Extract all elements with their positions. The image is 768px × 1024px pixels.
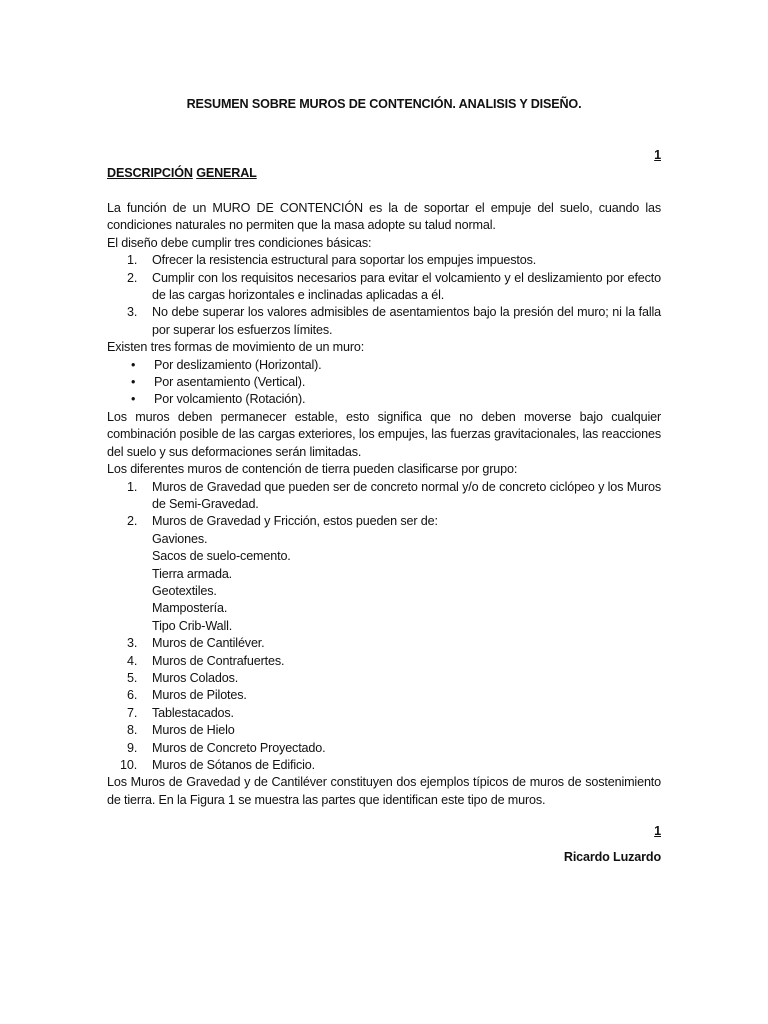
page-number-bottom: 1: [654, 824, 661, 839]
list-item: [107, 270, 661, 305]
list-marker: 5.: [127, 670, 138, 685]
document-body: [107, 94, 661, 867]
bullet-icon: •: [131, 392, 136, 407]
document-title: RESUMEN SOBRE MUROS DE CONTENCIÓN. ANALISIS Y DISEÑO.: [186, 97, 582, 111]
list-item: [107, 705, 661, 722]
movements-list: [107, 357, 661, 409]
list-marker: 8.: [127, 723, 138, 738]
conditions-list: [107, 252, 661, 339]
list-item: [107, 670, 661, 687]
heading-word-description: DESCRIPCIÓN: [107, 166, 193, 180]
list-marker: 6.: [127, 688, 138, 703]
list-item: [107, 513, 661, 530]
sub-list-item: Gaviones.: [152, 531, 208, 546]
list-item-text: Ofrecer la resistencia estructural para soportar los empujes impuestos.: [152, 253, 537, 268]
list-marker: 1.: [127, 479, 138, 494]
design-intro: El diseño debe cumplir tres condiciones básicas:: [107, 235, 372, 250]
classification-intro: Los diferentes muros de contención de tierra pueden clasificarse por grupo:: [107, 462, 518, 477]
list-marker: 9.: [127, 740, 138, 755]
list-item: [107, 687, 661, 704]
list-item-text: Muros de Gravedad y Fricción, estos pueden ser de:: [152, 514, 438, 529]
stability-paragraph: Los muros deben permanecer estable, esto significa que no deben moverse bajo cualquier combinación posible de las cargas exteriores, los empujes, las fuerzas gravitacionales, las reacciones del suelo y sus deformaciones serán limitadas.: [107, 409, 661, 459]
list-item-text: Tablestacados.: [152, 705, 234, 720]
list-item: [107, 252, 661, 269]
list-item: [107, 357, 661, 374]
list-item: [107, 757, 661, 774]
list-item-text: Por volcamiento (Rotación).: [154, 392, 306, 407]
list-marker: 4.: [127, 653, 138, 668]
list-item: [107, 635, 661, 652]
bullet-icon: •: [131, 375, 136, 390]
section-heading: [107, 165, 661, 184]
sub-list-item: Tierra armada.: [152, 566, 233, 581]
list-marker: 10.: [120, 758, 138, 772]
list-marker: 7.: [127, 705, 138, 720]
sub-list-item: Geotextiles.: [152, 583, 217, 598]
list-item: [107, 653, 661, 670]
heading-word-general: GENERAL: [196, 166, 257, 180]
list-item-text: Muros de Sótanos de Edificio.: [152, 758, 315, 772]
sub-list-item: Tipo Crib-Wall.: [152, 618, 233, 633]
list-item-text: Muros de Hielo: [152, 723, 235, 738]
list-item-text: Muros de Pilotes.: [152, 688, 247, 703]
list-item-text: Muros Colados.: [152, 670, 239, 685]
sub-list-item: Mampostería.: [152, 601, 228, 616]
list-item-text: Muros de Cantiléver.: [152, 636, 265, 651]
spacer: [107, 184, 661, 200]
list-item: [107, 304, 661, 339]
list-item-text: Por asentamiento (Vertical).: [154, 375, 306, 390]
list-item: [107, 722, 661, 739]
list-marker: 3.: [127, 636, 138, 651]
author-name: Ricardo Luzardo: [563, 850, 661, 865]
list-item: [107, 374, 661, 391]
list-item-text: Muros de Contrafuertes.: [152, 653, 285, 668]
list-item-text: Por deslizamiento (Horizontal).: [154, 357, 322, 372]
bullet-icon: •: [131, 357, 136, 372]
sub-list-item: Sacos de suelo-cemento.: [152, 549, 291, 564]
intro-paragraph: La función de un MURO DE CONTENCIÓN es la de soportar el empuje del suelo, cuando las condiciones naturales no permiten que la masa adopte su talud normal.: [107, 201, 661, 233]
list-item: [107, 740, 661, 757]
wall-types-list: [107, 479, 661, 775]
list-item-text: No debe superar los valores admisibles de asentamientos bajo la presión del muro; ni la falla por superar los esfuerzos límites.: [152, 305, 661, 337]
list-marker: 2.: [127, 514, 138, 529]
list-marker: 3.: [127, 305, 138, 320]
list-marker: 2.: [127, 270, 138, 285]
closing-paragraph: Los Muros de Gravedad y de Cantiléver constituyen dos ejemplos típicos de muros de sostenimiento de tierra. En la Figura 1 se muestra las partes que identifican este tipo de muros.: [107, 775, 661, 807]
list-item: [107, 479, 661, 514]
page-number-top: 1: [654, 148, 661, 162]
list-item-text: Muros de Gravedad que pueden ser de concreto normal y/o de concreto ciclópeo y los Muros de Semi-Gravedad.: [152, 479, 661, 511]
list-item-text: Cumplir con los requisitos necesarios para evitar el volcamiento y el deslizamiento por efecto de las cargas horizontales e inclinadas aplicadas a él.: [152, 270, 661, 303]
movement-intro: Existen tres formas de movimiento de un muro:: [107, 340, 365, 355]
list-item-text: Muros de Concreto Proyectado.: [152, 740, 326, 755]
sub-list: [107, 531, 661, 635]
list-item: [107, 391, 661, 408]
list-marker: 1.: [127, 253, 138, 268]
